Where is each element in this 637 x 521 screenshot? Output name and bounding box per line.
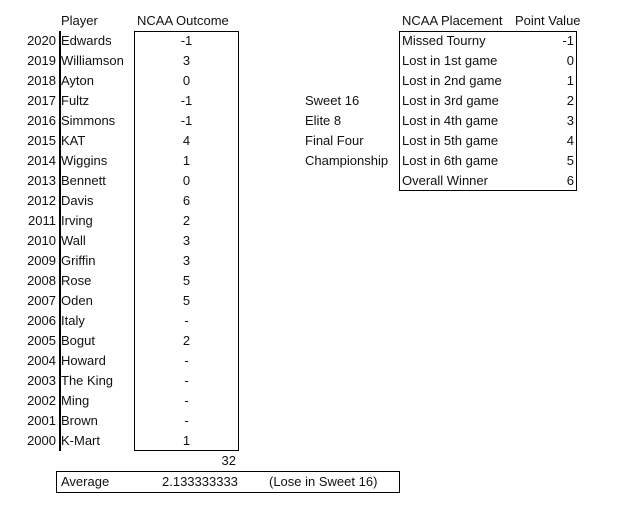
year-cell: 2020 — [27, 33, 56, 48]
placement-label-cell: Lost in 1st game — [402, 53, 498, 68]
outcome-column-header: NCAA Outcome — [137, 13, 229, 28]
outcome-cell: 1 — [182, 153, 191, 168]
outcome-cell: - — [184, 313, 189, 328]
player-name-cell: Fultz — [61, 93, 90, 108]
player-column-header: Player — [61, 13, 98, 28]
round-label-elite-8: Elite 8 — [305, 113, 342, 128]
outcome-cell: 3 — [182, 233, 191, 248]
player-name-cell: Italy — [61, 313, 85, 328]
average-value: 2.133333333 — [162, 474, 238, 489]
outcome-cell: 1 — [182, 433, 191, 448]
player-name-cell: Simmons — [61, 113, 116, 128]
player-name-cell: Ming — [61, 393, 90, 408]
player-name-cell: Wall — [61, 233, 86, 248]
placement-label-cell: Lost in 5th game — [402, 133, 499, 148]
player-name-cell: Brown — [61, 413, 98, 428]
outcome-cell: 3 — [182, 53, 191, 68]
outcome-total: 32 — [221, 453, 236, 468]
year-cell: 2004 — [27, 353, 56, 368]
player-name-cell: Williamson — [61, 53, 124, 68]
point-value-cell: 4 — [566, 133, 574, 148]
year-cell: 2005 — [27, 333, 56, 348]
year-cell: 2019 — [27, 53, 56, 68]
outcome-cell: 6 — [182, 193, 191, 208]
outcome-cell: - — [184, 413, 189, 428]
year-cell: 2006 — [27, 313, 56, 328]
outcome-cell: 0 — [182, 73, 191, 88]
year-cell: 2003 — [27, 373, 56, 388]
player-name-cell: K-Mart — [61, 433, 100, 448]
point-value-cell: 5 — [566, 153, 574, 168]
player-name-cell: Ayton — [61, 73, 95, 88]
outcome-cell: - — [184, 393, 189, 408]
round-label-sweet-16: Sweet 16 — [305, 93, 360, 108]
year-cell: 2012 — [27, 193, 56, 208]
outcome-cell: -1 — [180, 113, 193, 128]
placement-label-cell: Lost in 2nd game — [402, 73, 502, 88]
outcome-cell: 5 — [182, 273, 191, 288]
year-cell: 2016 — [27, 113, 56, 128]
point-value-cell: -1 — [562, 33, 574, 48]
outcome-cell: 0 — [182, 173, 191, 188]
outcome-cell: -1 — [180, 33, 193, 48]
placement-label-cell: Lost in 6th game — [402, 153, 499, 168]
year-cell: 2002 — [27, 393, 56, 408]
outcome-cell: -1 — [180, 93, 193, 108]
year-cell: 2018 — [27, 73, 56, 88]
player-name-cell: Rose — [61, 273, 92, 288]
year-cell: 2013 — [27, 173, 56, 188]
player-name-cell: The King — [61, 373, 114, 388]
player-name-cell: KAT — [61, 133, 86, 148]
average-label: Average — [61, 474, 110, 489]
round-label-championship: Championship — [305, 153, 389, 168]
outcome-cell: 2 — [182, 333, 191, 348]
outcome-cell: 4 — [182, 133, 191, 148]
point-value-cell: 6 — [566, 173, 574, 188]
outcome-cell: 5 — [182, 293, 191, 308]
placement-label-cell: Missed Tourny — [402, 33, 486, 48]
player-name-cell: Griffin — [61, 253, 96, 268]
placement-label-cell: Lost in 4th game — [402, 113, 499, 128]
year-cell: 2017 — [27, 93, 56, 108]
outcome-cell: 2 — [182, 213, 191, 228]
outcome-cell: - — [184, 373, 189, 388]
point-value-column-header: Point Value — [515, 13, 581, 28]
player-name-cell: Wiggins — [61, 153, 108, 168]
year-cell: 2001 — [27, 413, 56, 428]
year-cell: 2010 — [27, 233, 56, 248]
point-value-cell: 1 — [566, 73, 574, 88]
placement-label-cell: Lost in 3rd game — [402, 93, 499, 108]
round-label-final-four: Final Four — [305, 133, 364, 148]
player-name-cell: Irving — [61, 213, 93, 228]
year-cell: 2000 — [27, 433, 56, 448]
player-name-cell: Bogut — [61, 333, 95, 348]
year-cell: 2008 — [27, 273, 56, 288]
year-cell: 2011 — [28, 213, 56, 228]
player-name-cell: Oden — [61, 293, 93, 308]
player-name-cell: Davis — [61, 193, 94, 208]
player-name-cell: Bennett — [61, 173, 106, 188]
placement-column-header: NCAA Placement — [402, 13, 503, 28]
year-cell: 2014 — [27, 153, 56, 168]
year-cell: 2009 — [27, 253, 56, 268]
player-name-cell: Edwards — [61, 33, 112, 48]
placement-label-cell: Overall Winner — [402, 173, 488, 188]
year-cell: 2015 — [27, 133, 56, 148]
year-cell: 2007 — [27, 293, 56, 308]
player-name-cell: Howard — [61, 353, 106, 368]
point-value-cell: 2 — [566, 93, 574, 108]
outcome-cell: 3 — [182, 253, 191, 268]
point-value-cell: 0 — [566, 53, 574, 68]
point-value-cell: 3 — [566, 113, 574, 128]
average-note: (Lose in Sweet 16) — [269, 474, 378, 489]
outcome-cell: - — [184, 353, 189, 368]
